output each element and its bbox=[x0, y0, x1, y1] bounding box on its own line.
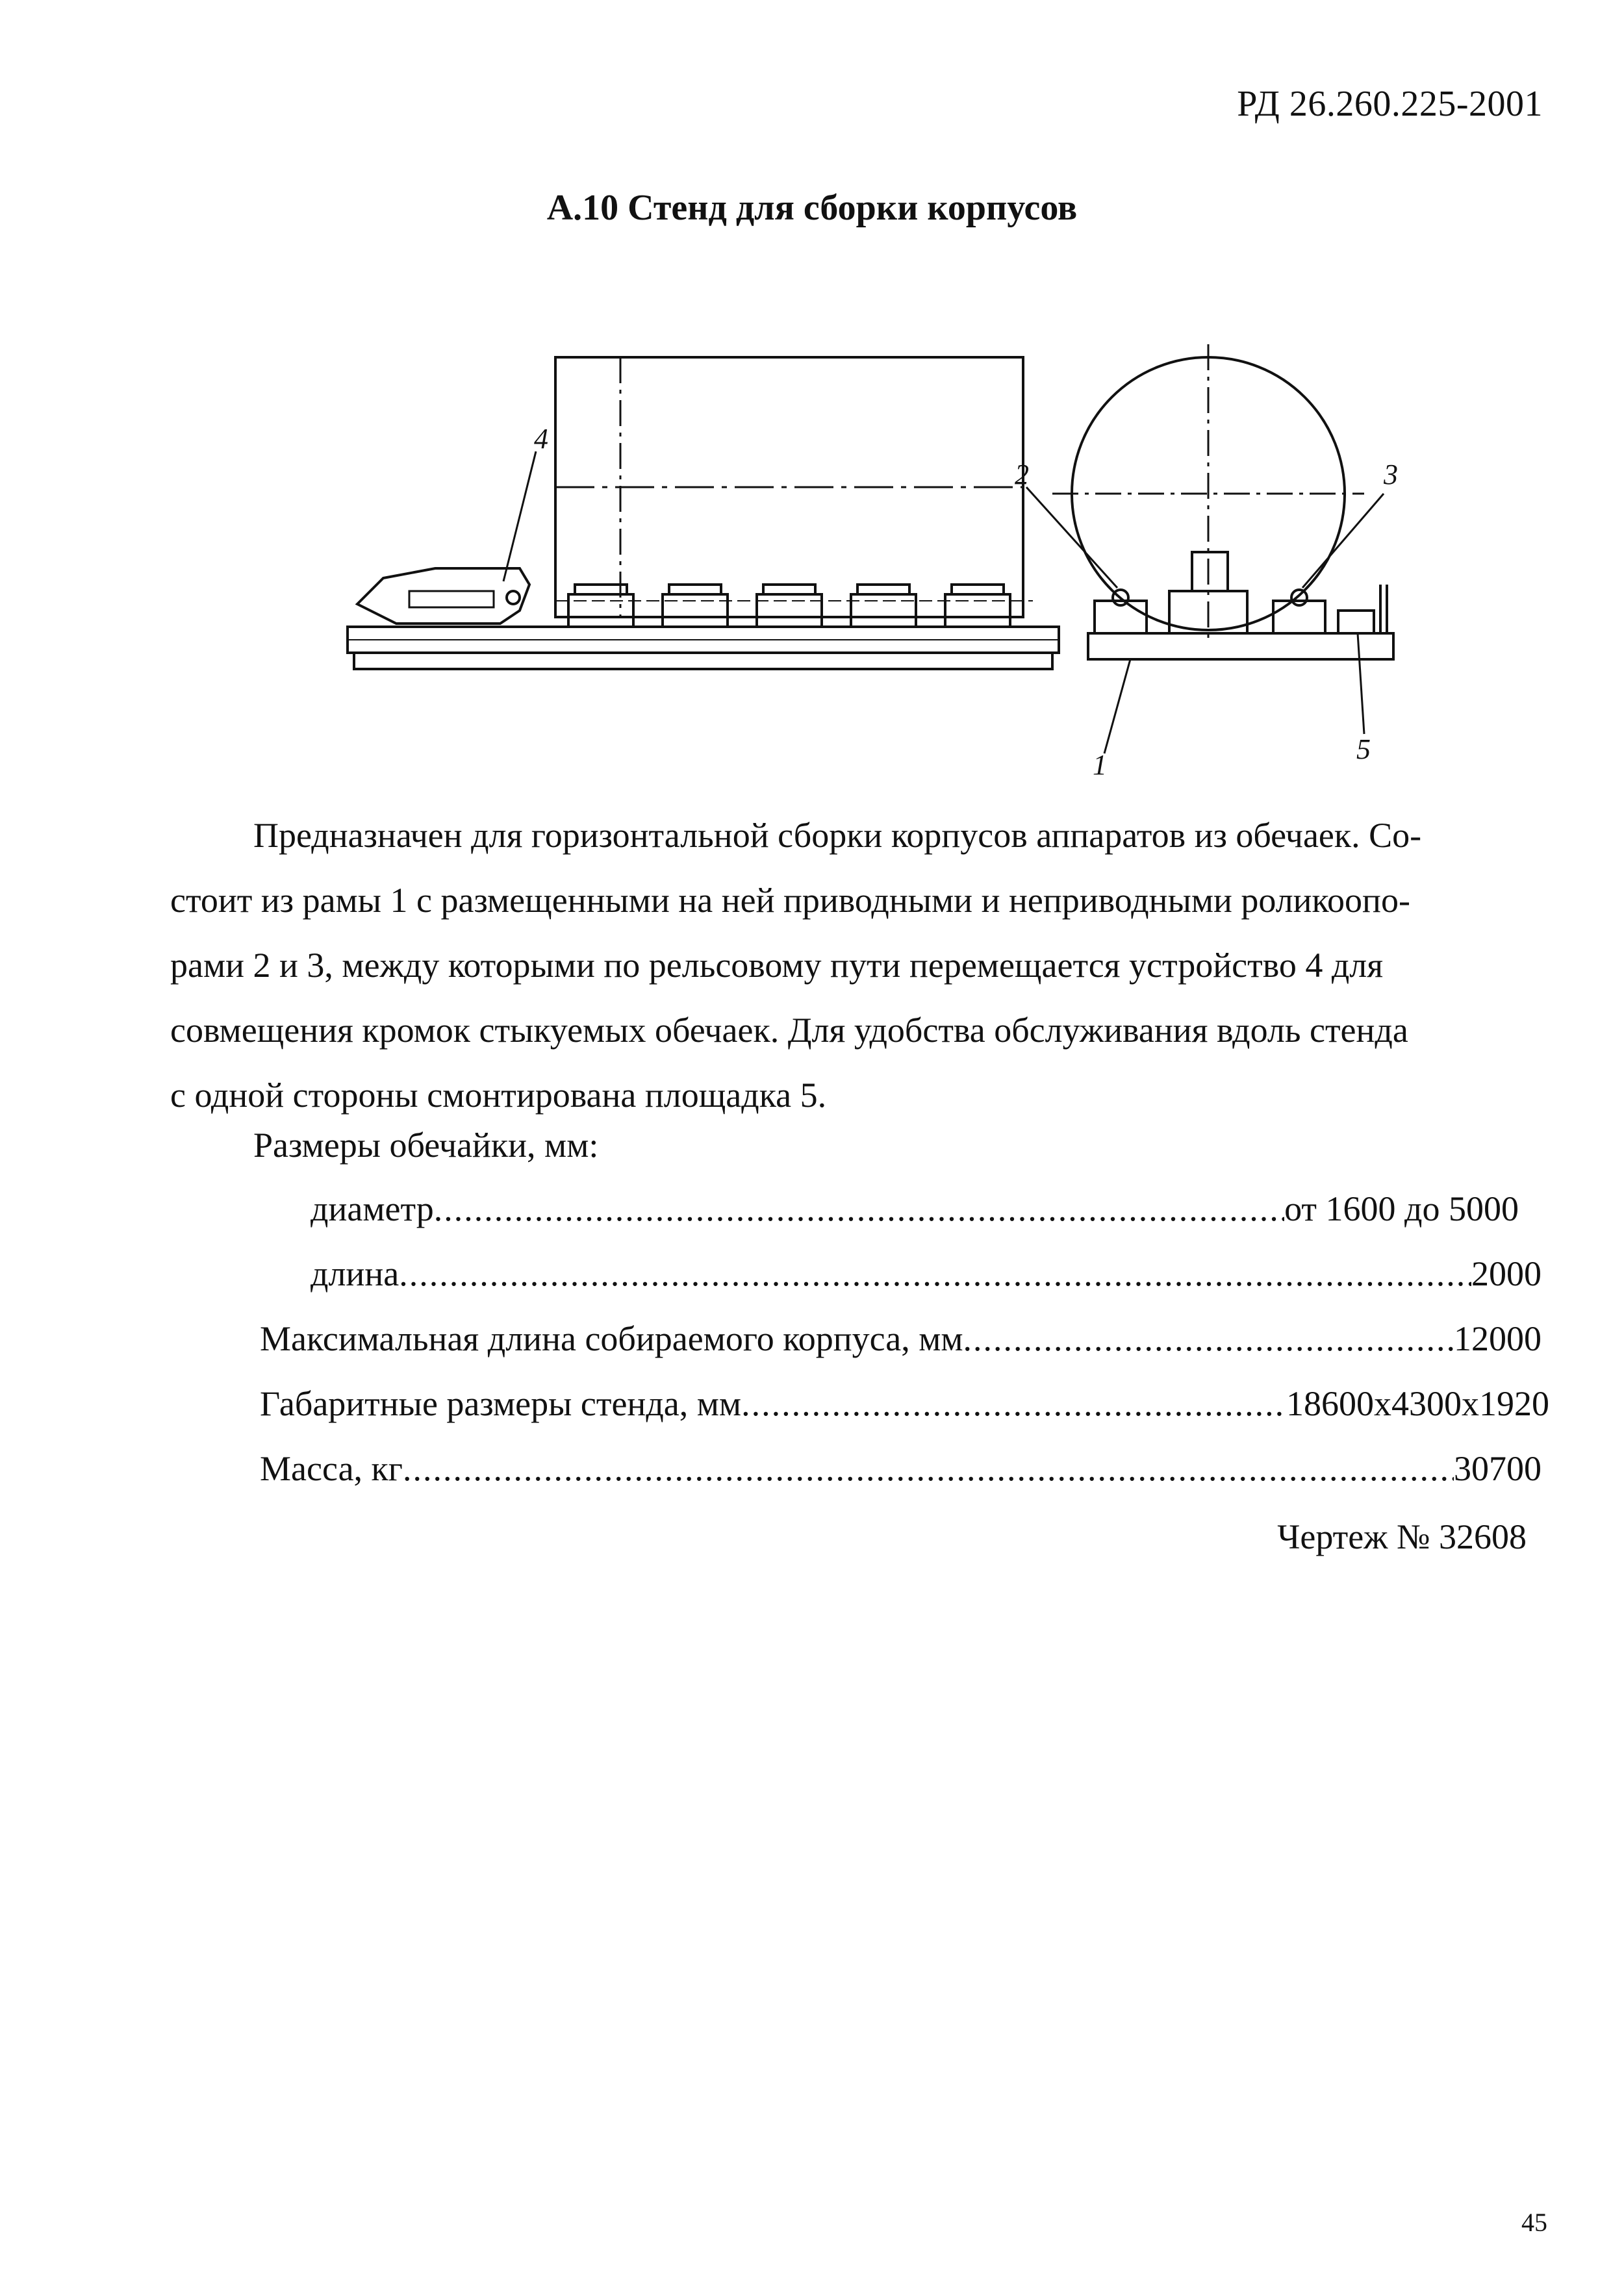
spec-row-max-length bbox=[260, 1319, 1542, 1359]
spec-value: 18600x4300x1920 bbox=[1286, 1384, 1549, 1423]
assembly-stand-drawing bbox=[325, 338, 1429, 779]
label-5: 5 bbox=[1356, 733, 1371, 765]
description-line: совмещения кромок стыкуемых обечаек. Для удобства обслуживания вдоль стенда bbox=[170, 1011, 1408, 1050]
label-2: 2 bbox=[1015, 459, 1029, 490]
label-4: 4 bbox=[534, 423, 548, 455]
label-3: 3 bbox=[1384, 459, 1398, 490]
spec-label: длина bbox=[311, 1254, 400, 1293]
description-line: рами 2 и 3, между которыми по рельсовому пути перемещается устройство 4 для bbox=[170, 946, 1384, 985]
spec-row-diameter bbox=[311, 1189, 1519, 1229]
spec-value: 30700 bbox=[1454, 1449, 1542, 1488]
description-line: стоит из рамы 1 с размещенными на ней приводными и неприводными роликоопо- bbox=[170, 881, 1410, 920]
document-code: РД 26.260.225-2001 bbox=[1237, 84, 1543, 124]
spec-row-length bbox=[311, 1254, 1542, 1294]
spec-row-dimensions bbox=[260, 1384, 1549, 1424]
description-line: с одной стороны смонтирована площадка 5. bbox=[170, 1076, 827, 1115]
description-line: Предназначен для горизонтальной сборки корпусов аппаратов из обечаек. Со- bbox=[253, 816, 1422, 855]
spec-value: 2000 bbox=[1471, 1254, 1542, 1293]
drawing-svg bbox=[325, 338, 1429, 779]
end-frame bbox=[1088, 633, 1393, 659]
spec-label: диаметр bbox=[311, 1189, 434, 1228]
label-1: 1 bbox=[1093, 749, 1107, 779]
description-paragraph bbox=[170, 803, 1534, 1128]
spec-value: от 1600 до 5000 bbox=[1284, 1189, 1519, 1228]
section-title: А.10 Стенд для сборки корпусов bbox=[546, 188, 1078, 228]
spec-row-mass bbox=[260, 1448, 1542, 1489]
spec-label: Масса, кг bbox=[260, 1449, 403, 1488]
spec-heading: Размеры обечайки, мм: bbox=[253, 1126, 599, 1165]
platform-5 bbox=[1338, 611, 1374, 633]
drawing-reference: Чертеж № 32608 bbox=[1277, 1517, 1527, 1556]
spec-label: Габаритные размеры стенда, мм bbox=[260, 1384, 742, 1423]
alignment-device bbox=[357, 568, 529, 624]
spec-value: 12000 bbox=[1454, 1319, 1542, 1358]
page-number: 45 bbox=[1521, 2208, 1547, 2237]
spec-label: Максимальная длина собираемого корпуса, мм bbox=[260, 1319, 963, 1358]
roller-supports bbox=[568, 585, 1010, 627]
